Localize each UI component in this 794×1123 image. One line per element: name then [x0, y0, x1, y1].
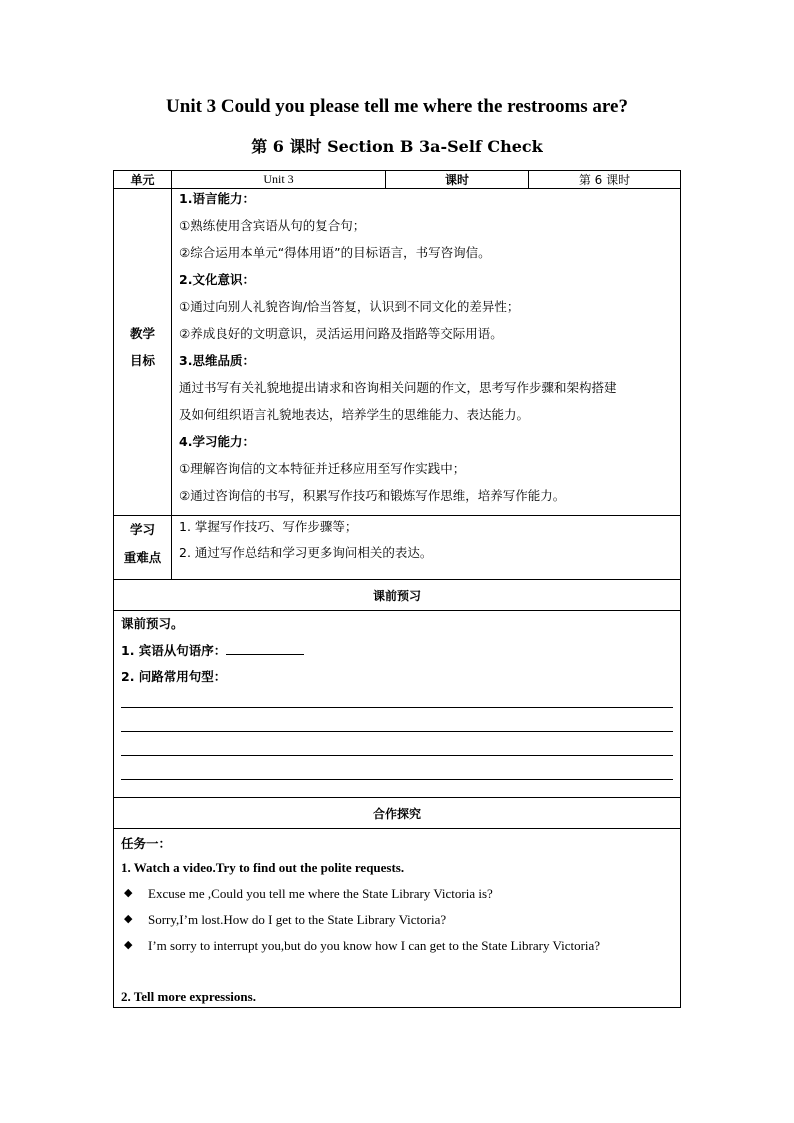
goals-label-1: 教学 — [129, 326, 155, 341]
goal-line: ①熟练使用含宾语从句的复合句； — [179, 218, 366, 233]
goal-line: 3.思维品质： — [179, 353, 255, 368]
answer-line[interactable] — [121, 779, 673, 780]
goals-content-cell — [171, 188, 681, 516]
document-title: Unit 3 Could you please tell me where the restrooms are? — [166, 96, 628, 117]
fill-in-blank[interactable] — [226, 642, 304, 655]
keypoint-line: 2. 通过写作总结和学习更多询问相关的表达。 — [179, 545, 433, 560]
keypoints-content-cell — [171, 515, 681, 580]
task-heading: 任务一： — [121, 836, 172, 851]
preview-item-1-label: 1. 宾语从句语序： — [121, 643, 227, 658]
preview-header-cell — [113, 579, 681, 611]
cooperation-header: 合作探究 — [372, 806, 421, 821]
goals-label-cell — [113, 188, 172, 516]
lesson-value-cell — [528, 170, 681, 189]
cooperation-content-cell — [113, 828, 681, 1008]
keypoints-label-1: 学习 — [129, 522, 155, 537]
goal-line: ①通过向别人礼貌咨询/恰当答复，认识到不同文化的差异性； — [179, 299, 520, 314]
lesson-value: 第 6 课时 — [578, 173, 631, 187]
answer-line[interactable] — [121, 731, 673, 732]
lesson-label-cell — [385, 170, 529, 189]
goal-line: 2.文化意识： — [179, 272, 255, 287]
task-step-1: 1. Watch a video.Try to find out the polite requests. — [121, 860, 405, 875]
goal-line: ②通过咨询信的书写，积累写作技巧和锻炼写作思维，培养写作能力。 — [179, 488, 566, 503]
unit-label: 单元 — [130, 173, 155, 187]
polite-request-sentence: I’m sorry to interrupt you,but do you know how I can get to the State Library Victoria? — [148, 938, 601, 953]
polite-request-sentence: Excuse me ,Could you tell me where the State Library Victoria is? — [148, 886, 493, 901]
answer-line[interactable] — [121, 755, 673, 756]
cooperation-header-cell — [113, 797, 681, 829]
preview-item-1 — [121, 642, 304, 659]
lesson-subtitle: 第 6 课时 Section B 3a-Self Check — [251, 137, 543, 156]
preview-heading: 课前预习。 — [121, 616, 184, 631]
unit-value: Unit 3 — [263, 172, 294, 186]
preview-item-2: 2. 问路常用句型： — [121, 669, 227, 684]
keypoints-label-2: 重难点 — [123, 550, 162, 565]
keypoint-line: 1. 掌握写作技巧、写作步骤等； — [179, 519, 358, 534]
goal-line: 通过书写有关礼貌地提出请求和咨询相关问题的作文，思考写作步骤和架构搭建 — [179, 380, 617, 395]
preview-content-cell — [113, 610, 681, 798]
goal-line: ②综合运用本单元“得体用语”的目标语言，书写咨询信。 — [179, 245, 491, 260]
bullet-diamond-icon: ◆ — [124, 938, 133, 951]
unit-label-cell — [113, 170, 172, 189]
goal-line: ①理解咨询信的文本特征并迁移应用至写作实践中； — [179, 461, 466, 476]
lesson-label: 课时 — [444, 173, 469, 187]
goal-line: ②养成良好的文明意识，灵活运用问路及指路等交际用语。 — [179, 326, 503, 341]
task-step-2: 2. Tell more expressions. — [121, 989, 256, 1004]
bullet-diamond-icon: ◆ — [124, 886, 133, 899]
goals-label-2: 目标 — [129, 353, 155, 368]
goal-line: 及如何组织语言礼貌地表达，培养学生的思维能力、表达能力。 — [179, 407, 530, 422]
goal-line: 4.学习能力： — [179, 434, 255, 449]
preview-header: 课前预习 — [372, 588, 421, 603]
polite-request-sentence: Sorry,I’m lost.How do I get to the State Library Victoria? — [148, 912, 447, 927]
unit-value-cell — [171, 170, 386, 189]
bullet-diamond-icon: ◆ — [124, 912, 133, 925]
keypoints-label-cell — [113, 515, 172, 580]
goal-line: 1.语言能力： — [179, 191, 255, 206]
answer-line[interactable] — [121, 707, 673, 708]
